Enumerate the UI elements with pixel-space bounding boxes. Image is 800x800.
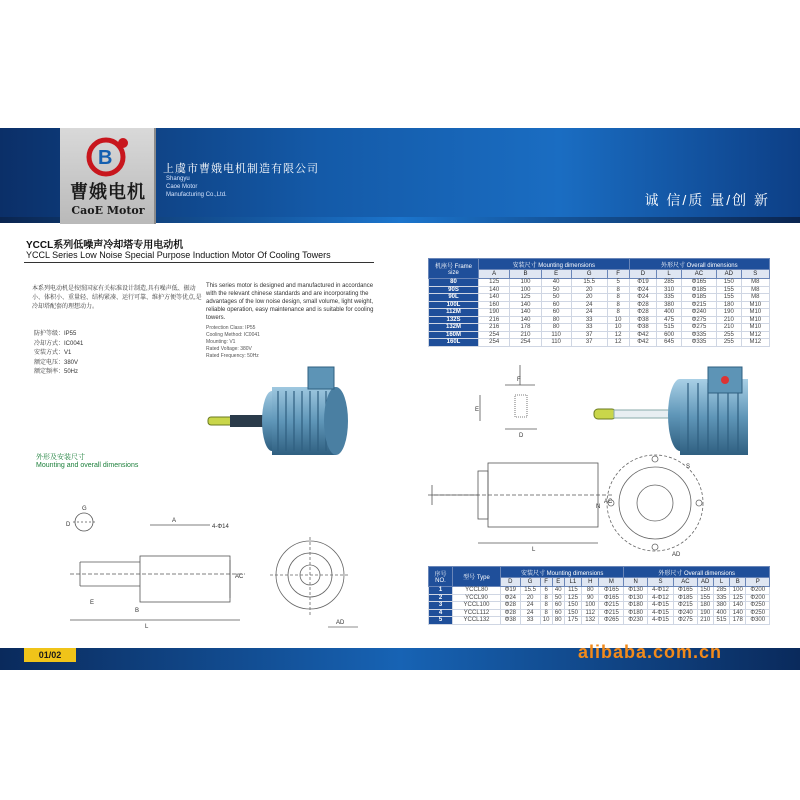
- intro-text-en: This series motor is designed and manufactured in accordance with the relevant chinese standards and are incorporating the advantages of the low noise design, small volume, light weight, reliable operation, easy maintenance and is suitable for cooling towers.: [206, 283, 374, 321]
- table-cell: 210: [697, 617, 713, 625]
- table-cell: 20: [571, 286, 607, 294]
- column-header: S: [741, 270, 769, 279]
- table-row: [429, 301, 770, 309]
- table-cell: Φ275: [681, 316, 716, 324]
- table-cell: 110: [541, 331, 571, 339]
- frame-size-cell: 160M: [429, 331, 479, 339]
- spec-item-en: Rated Frequency: 50Hz: [206, 353, 259, 359]
- table-cell: Φ250: [746, 609, 770, 617]
- table-cell: Φ265: [599, 617, 624, 625]
- logo-english-name: CaoE Motor: [71, 204, 145, 217]
- label-g-sec: G: [82, 506, 87, 512]
- table-cell: 100: [582, 602, 599, 610]
- page-title-en: YCCL Series Low Noise Special Purpose Induction Motor Of Cooling Towers: [26, 250, 331, 260]
- table-cell: Φ24: [629, 286, 657, 294]
- spec-item-en: Mounting: V1: [206, 339, 236, 345]
- label-s: S: [686, 464, 691, 470]
- dimension-drawing-side: [60, 500, 260, 640]
- label-f-right: F: [517, 377, 521, 383]
- table-cell: 285: [657, 279, 682, 287]
- logo: [60, 128, 156, 224]
- label-ad: AD: [336, 620, 345, 626]
- table-cell: 100: [730, 587, 746, 595]
- table-cell: Φ38: [501, 617, 521, 625]
- table-cell: 140: [510, 301, 541, 309]
- table-cell: 380: [713, 602, 729, 610]
- column-header: B: [730, 578, 746, 587]
- table-row: [429, 324, 770, 332]
- table-cell: Φ165: [599, 594, 624, 602]
- table-cell: 155: [697, 594, 713, 602]
- overall-dimensions-header: 外形尺寸 Overall dimensions: [629, 259, 769, 270]
- table-cell: 8: [540, 602, 552, 610]
- table-cell: 4-Φ15: [647, 617, 673, 625]
- table-cell: Φ24: [501, 594, 521, 602]
- table-cell: Φ215: [599, 609, 624, 617]
- table-cell: 125: [564, 594, 581, 602]
- spec-item: 防护等级：IP55: [34, 331, 77, 337]
- watermark: alibaba.com.cn: [578, 642, 723, 662]
- page-number: 01/02: [24, 648, 76, 662]
- frame-size-cell: 132S: [429, 316, 479, 324]
- table-cell: Φ185: [681, 286, 716, 294]
- label-ac-flange: AC: [604, 499, 613, 505]
- table-cell: 10: [607, 316, 629, 324]
- table-cell: Φ215: [681, 301, 716, 309]
- table-cell: 285: [713, 587, 729, 595]
- column-header: G: [571, 270, 607, 279]
- slogan: 诚 信/质 量/创 新: [644, 192, 770, 208]
- table-cell: 33: [571, 316, 607, 324]
- frame-size-cell: 112M: [429, 309, 479, 317]
- type-cell: YCCL112: [453, 609, 501, 617]
- table-cell: 110: [541, 339, 571, 347]
- dimensions-title-cn: 外形及安装尺寸: [36, 454, 85, 461]
- table-cell: 335: [713, 594, 729, 602]
- table-cell: 24: [520, 602, 540, 610]
- column-header: L: [657, 270, 682, 279]
- table-cell: 50: [541, 294, 571, 302]
- table-cell: 8: [607, 294, 629, 302]
- table-row: [429, 309, 770, 317]
- frame-size-cell: 100L: [429, 301, 479, 309]
- table-cell: M8: [741, 294, 769, 302]
- column-header: A: [479, 270, 510, 279]
- table-row: [429, 279, 770, 287]
- table-row: [429, 339, 770, 347]
- logo-chinese-name: 曹娥电机: [70, 182, 146, 203]
- spec-item: 冷却方式：IC0041: [34, 340, 84, 347]
- table-cell: 140: [730, 602, 746, 610]
- table-cell: 475: [657, 316, 682, 324]
- table-row: [429, 602, 770, 610]
- table-cell: 37: [571, 331, 607, 339]
- table-cell: 115: [564, 587, 581, 595]
- table-cell: Φ250: [746, 602, 770, 610]
- type-cell: YCCL100: [453, 602, 501, 610]
- table-cell: Φ42: [629, 331, 657, 339]
- table-row: [429, 331, 770, 339]
- table-cell: 10: [607, 324, 629, 332]
- frame-size-cell: 80: [429, 279, 479, 287]
- table-cell: 515: [657, 324, 682, 332]
- table-cell: Φ275: [681, 324, 716, 332]
- spec-item-en: Protection Class: IP55: [206, 325, 256, 331]
- table-cell: 10: [540, 617, 552, 625]
- table-cell: 140: [479, 286, 510, 294]
- mounting-dimensions-header-bottom: 安装尺寸 Mounting dimensions: [501, 567, 624, 578]
- page-title-cn: YCCL系列低噪声冷却塔专用电动机: [26, 240, 184, 251]
- table-cell: 150: [697, 587, 713, 595]
- table-cell: 335: [657, 294, 682, 302]
- table-cell: 210: [717, 316, 742, 324]
- table-cell: 33: [520, 617, 540, 625]
- table-cell: 155: [717, 286, 742, 294]
- spec-list: [34, 330, 83, 378]
- label-a: A: [172, 518, 177, 524]
- table-cell: Φ215: [599, 602, 624, 610]
- table-cell: 4-Φ12: [647, 587, 673, 595]
- table-cell: 80: [582, 587, 599, 595]
- table-cell: 132: [582, 617, 599, 625]
- column-header: N: [624, 578, 647, 587]
- table-cell: 40: [541, 279, 571, 287]
- table-cell: Φ28: [501, 602, 521, 610]
- table-row: [429, 294, 770, 302]
- dimension-drawing-flange-front: [596, 448, 710, 558]
- label-l: L: [145, 624, 149, 630]
- table-cell: 112: [582, 609, 599, 617]
- table-cell: 20: [520, 594, 540, 602]
- mounting-dimensions-header: 安装尺寸 Mounting dimensions: [479, 259, 630, 270]
- table-cell: Φ335: [681, 331, 716, 339]
- intro-text-cn: 本系列电动机是按照国家有关标准设计制造,具有噪声低、振动小、体积小、重量轻、结构紧凑、运行可靠、维护方便等优点,是冷却塔配套的理想动力。: [32, 286, 202, 310]
- table-cell: 155: [717, 294, 742, 302]
- spec-item-en: Cooling Method: IC0041: [206, 332, 260, 338]
- table-cell: Φ130: [624, 594, 647, 602]
- label-e: E: [90, 600, 95, 606]
- title-divider: [24, 262, 374, 263]
- table-cell: 310: [657, 286, 682, 294]
- table-cell: 180: [717, 301, 742, 309]
- company-name-en: Shangyu Caoe Motor Manufacturing Co.,Ltd.: [166, 176, 227, 198]
- table-cell: 180: [697, 602, 713, 610]
- table-cell: 178: [730, 617, 746, 625]
- no-header: 序号 NO.: [429, 567, 453, 587]
- column-header: E: [552, 578, 564, 587]
- table-cell: Φ28: [629, 301, 657, 309]
- table-cell: 100: [510, 279, 541, 287]
- spec-item: 安装方式：V1: [34, 350, 72, 356]
- frame-size-cell: 90L: [429, 294, 479, 302]
- table-cell: 90: [582, 594, 599, 602]
- table-cell: 15.5: [520, 587, 540, 595]
- table-cell: 8: [540, 609, 552, 617]
- column-header: AD: [697, 578, 713, 587]
- table-cell: Φ38: [629, 316, 657, 324]
- type-cell: YCCL90: [453, 594, 501, 602]
- dimension-drawing-shaft: [475, 365, 565, 445]
- spec-item: 额定电压：380V: [34, 359, 79, 366]
- table-row: [429, 609, 770, 617]
- table-cell: 210: [717, 324, 742, 332]
- row-number-cell: 1: [429, 587, 453, 595]
- table-cell: 175: [564, 617, 581, 625]
- table-cell: 6: [540, 587, 552, 595]
- table-cell: 190: [697, 609, 713, 617]
- table-cell: 600: [657, 331, 682, 339]
- table-cell: 50: [552, 594, 564, 602]
- label-b: B: [135, 608, 140, 614]
- table-cell: Φ165: [599, 587, 624, 595]
- table-cell: 100: [510, 286, 541, 294]
- dimension-drawing-flange-side: [428, 455, 618, 555]
- dimensions-title-en: Mounting and overall dimensions: [36, 462, 139, 469]
- column-header: AC: [681, 270, 716, 279]
- table-cell: 140: [510, 309, 541, 317]
- table-cell: Φ28: [629, 309, 657, 317]
- dimension-drawing-front: [270, 535, 360, 635]
- type-header: 型号 Type: [453, 567, 501, 587]
- table-cell: Φ38: [629, 324, 657, 332]
- table-cell: M8: [741, 286, 769, 294]
- svg-text:B: B: [98, 147, 113, 169]
- table-cell: Φ215: [674, 602, 697, 610]
- table-row: [429, 587, 770, 595]
- table-cell: 12: [607, 339, 629, 347]
- label-n: N: [596, 504, 601, 510]
- table-cell: 8: [607, 301, 629, 309]
- table-cell: 254: [510, 339, 541, 347]
- table-cell: Φ240: [681, 309, 716, 317]
- table-cell: 37: [571, 339, 607, 347]
- table-subheader-row: [429, 270, 770, 279]
- label-l-flange: L: [532, 547, 536, 553]
- table-cell: Φ19: [629, 279, 657, 287]
- table-cell: 140: [510, 316, 541, 324]
- type-cell: YCCL132: [453, 617, 501, 625]
- column-header: M: [599, 578, 624, 587]
- table-cell: Φ180: [624, 609, 647, 617]
- table-cell: Φ19: [501, 587, 521, 595]
- table-cell: 400: [657, 309, 682, 317]
- table-cell: 4-Φ15: [647, 609, 673, 617]
- table-cell: 8: [540, 594, 552, 602]
- table-cell: Φ300: [746, 617, 770, 625]
- table-cell: 60: [541, 301, 571, 309]
- table-cell: 254: [479, 331, 510, 339]
- column-header: D: [629, 270, 657, 279]
- row-number-cell: 5: [429, 617, 453, 625]
- table-cell: Φ42: [629, 339, 657, 347]
- label-e-right: E: [475, 407, 480, 413]
- table-cell: 515: [713, 617, 729, 625]
- table-cell: 645: [657, 339, 682, 347]
- logo-mark-icon: [85, 136, 131, 176]
- table-cell: 150: [564, 609, 581, 617]
- model-dimension-table: [428, 566, 770, 625]
- table-cell: 50: [541, 286, 571, 294]
- spec-item-en: Rated Voltage: 380V: [206, 346, 252, 352]
- table-cell: 255: [717, 339, 742, 347]
- column-header: H: [582, 578, 599, 587]
- label-d-sec: D: [66, 522, 71, 528]
- table-cell: 216: [479, 324, 510, 332]
- table-row: [429, 316, 770, 324]
- column-header: L: [713, 578, 729, 587]
- column-header: AC: [674, 578, 697, 587]
- table-cell: 400: [713, 609, 729, 617]
- column-header: L1: [564, 578, 581, 587]
- table-cell: 150: [564, 602, 581, 610]
- table-cell: 255: [717, 331, 742, 339]
- table-row: [429, 617, 770, 625]
- table-cell: M10: [741, 316, 769, 324]
- type-cell: YCCL80: [453, 587, 501, 595]
- frame-size-cell: 132M: [429, 324, 479, 332]
- table-cell: 12: [607, 331, 629, 339]
- table-cell: 8: [607, 309, 629, 317]
- spec-item: 额定频率：50Hz: [34, 369, 79, 375]
- table-cell: Φ275: [674, 617, 697, 625]
- table-cell: 24: [571, 301, 607, 309]
- table-cell: M10: [741, 309, 769, 317]
- column-header: G: [520, 578, 540, 587]
- table-cell: 40: [552, 587, 564, 595]
- table-cell: Φ165: [681, 279, 716, 287]
- table-cell: M12: [741, 339, 769, 347]
- table-cell: 24: [520, 609, 540, 617]
- table-cell: 125: [479, 279, 510, 287]
- label-km: 4-Φ14: [212, 524, 229, 530]
- label-d-right: D: [519, 433, 524, 439]
- table-cell: Φ230: [624, 617, 647, 625]
- table-cell: 60: [552, 609, 564, 617]
- company-name-cn: 上虞市曹娥电机制造有限公司: [163, 163, 319, 175]
- label-ac: AC: [235, 574, 244, 580]
- overall-dimensions-header-bottom: 外形尺寸 Overall dimensions: [624, 567, 770, 578]
- table-cell: 15.5: [571, 279, 607, 287]
- frame-size-header: 机座号 Frame size: [429, 259, 479, 279]
- table-cell: 380: [657, 301, 682, 309]
- table-cell: 33: [571, 324, 607, 332]
- table-cell: 125: [730, 594, 746, 602]
- table-cell: 80: [552, 617, 564, 625]
- table-cell: 24: [571, 309, 607, 317]
- table-cell: 80: [541, 316, 571, 324]
- table-cell: Φ335: [681, 339, 716, 347]
- frame-size-cell: 90S: [429, 286, 479, 294]
- table-cell: M12: [741, 331, 769, 339]
- table-cell: Φ28: [501, 609, 521, 617]
- table-cell: 60: [552, 602, 564, 610]
- table-cell: 160: [479, 301, 510, 309]
- table-cell: M8: [741, 279, 769, 287]
- column-header: F: [540, 578, 552, 587]
- table-cell: 8: [607, 286, 629, 294]
- frame-size-table: [428, 258, 770, 347]
- table-cell: 4-Φ12: [647, 594, 673, 602]
- table-cell: 4-Φ15: [647, 602, 673, 610]
- table-cell: 210: [510, 331, 541, 339]
- motor-photo-left: [200, 355, 360, 465]
- table-cell: Φ240: [674, 609, 697, 617]
- table-row: [429, 594, 770, 602]
- table-cell: 140: [479, 294, 510, 302]
- row-number-cell: 2: [429, 594, 453, 602]
- table-cell: 190: [717, 309, 742, 317]
- column-header: P: [746, 578, 770, 587]
- column-header: F: [607, 270, 629, 279]
- table-cell: Φ180: [624, 602, 647, 610]
- row-number-cell: 3: [429, 602, 453, 610]
- label-ad-flange: AD: [672, 552, 681, 558]
- table-row: [429, 286, 770, 294]
- table-cell: 140: [730, 609, 746, 617]
- table-cell: M10: [741, 301, 769, 309]
- column-header: S: [647, 578, 673, 587]
- table-cell: M10: [741, 324, 769, 332]
- table-cell: Φ185: [681, 294, 716, 302]
- table-cell: Φ200: [746, 587, 770, 595]
- column-header: E: [541, 270, 571, 279]
- row-number-cell: 4: [429, 609, 453, 617]
- table-cell: 190: [479, 309, 510, 317]
- table-cell: Φ130: [624, 587, 647, 595]
- table-cell: Φ200: [746, 594, 770, 602]
- table-cell: Φ165: [674, 587, 697, 595]
- table-cell: 20: [571, 294, 607, 302]
- column-header: B: [510, 270, 541, 279]
- table-cell: 254: [479, 339, 510, 347]
- table-cell: 80: [541, 324, 571, 332]
- table-cell: 5: [607, 279, 629, 287]
- table-cell: 216: [479, 316, 510, 324]
- table-cell: 150: [717, 279, 742, 287]
- table-cell: Φ24: [629, 294, 657, 302]
- column-header: D: [501, 578, 521, 587]
- table-cell: 60: [541, 309, 571, 317]
- table-cell: 178: [510, 324, 541, 332]
- table-cell: 125: [510, 294, 541, 302]
- frame-size-cell: 160L: [429, 339, 479, 347]
- column-header: AD: [717, 270, 742, 279]
- table-cell: Φ185: [674, 594, 697, 602]
